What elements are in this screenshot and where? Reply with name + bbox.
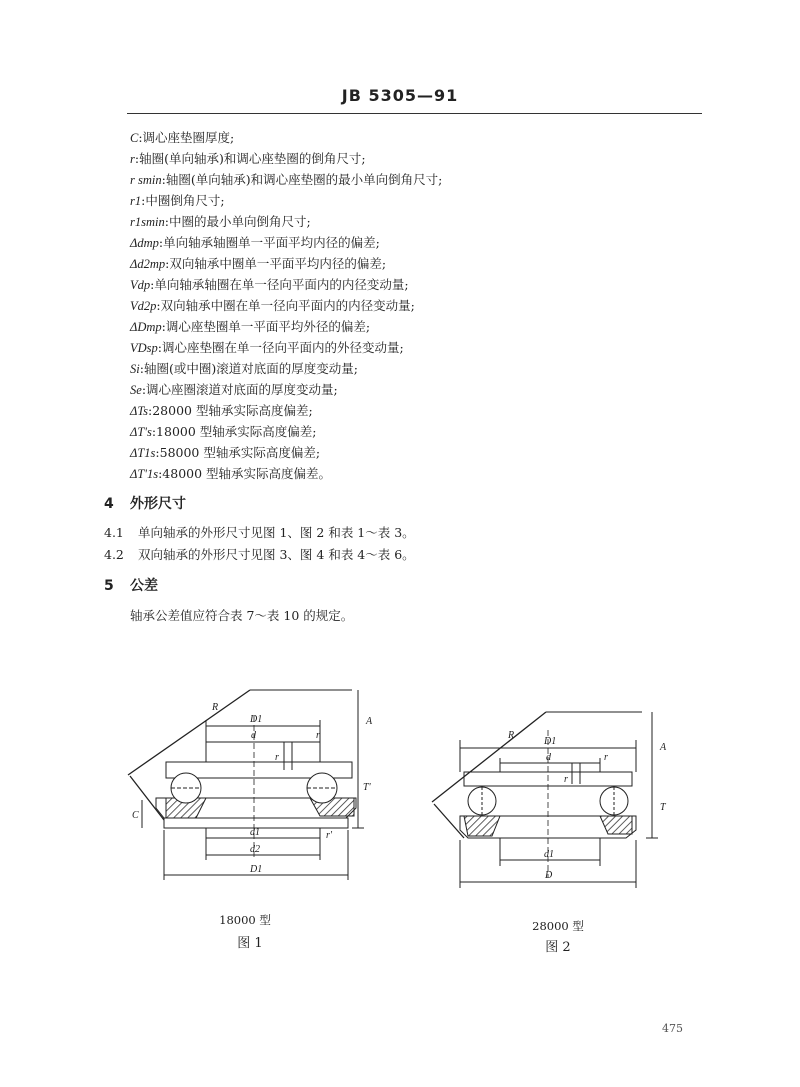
symbol-desc: :48000 型轴承实际高度偏差。 bbox=[158, 466, 332, 481]
symbol-desc: :18000 型轴承实际高度偏差; bbox=[151, 424, 317, 439]
label-d1: d1 bbox=[250, 827, 260, 838]
list-item bbox=[130, 358, 442, 379]
symbol-desc: :28000 型轴承实际高度偏差; bbox=[148, 403, 313, 418]
symbol: ΔDmp bbox=[130, 320, 162, 334]
symbol: Δdmp bbox=[130, 236, 159, 250]
symbol-desc: :双向轴承中圈在单一径向平面内的内径变动量; bbox=[156, 298, 415, 313]
paragraph-4-2 bbox=[104, 545, 415, 563]
section-number: 5 bbox=[104, 578, 114, 594]
label-D1: D1 bbox=[544, 736, 557, 747]
list-item bbox=[130, 400, 442, 421]
header-rule bbox=[127, 113, 702, 114]
section-title: 公差 bbox=[130, 578, 158, 594]
symbol-list bbox=[130, 127, 442, 484]
list-item bbox=[130, 337, 442, 358]
paragraph-4-1 bbox=[104, 523, 415, 541]
symbol-desc: :调心座垫圈厚度; bbox=[138, 130, 235, 145]
bearing-18000-svg bbox=[120, 680, 390, 900]
symbol: r smin bbox=[130, 173, 162, 187]
label-D1-bottom: D1 bbox=[250, 864, 263, 875]
section-heading-4 bbox=[104, 493, 186, 513]
symbol-desc: :中圈倒角尺寸; bbox=[141, 193, 225, 208]
symbol: Δd2mp bbox=[130, 257, 166, 271]
label-A: A bbox=[366, 716, 373, 727]
clause-text: 单向轴承的外形尺寸见图 1、图 2 和表 1～表 3。 bbox=[138, 525, 415, 540]
symbol-desc: :单向轴承轴圈在单一径向平面内的内径变动量; bbox=[150, 277, 409, 292]
list-item bbox=[130, 316, 442, 337]
list-item bbox=[130, 421, 442, 442]
label-d: d bbox=[251, 730, 256, 741]
symbol: Vd2p bbox=[130, 299, 157, 313]
list-item bbox=[130, 463, 442, 484]
list-item bbox=[130, 211, 442, 232]
label-r1: r bbox=[564, 774, 568, 785]
clause-text: 双向轴承的外形尺寸见图 3、图 4 和表 4～表 6。 bbox=[138, 547, 415, 562]
symbol: Si bbox=[130, 362, 140, 376]
label-r: r bbox=[604, 752, 608, 763]
section-title: 外形尺寸 bbox=[130, 496, 186, 512]
bearing-28000-svg bbox=[420, 700, 680, 900]
symbol: ΔTs bbox=[130, 404, 149, 418]
list-item bbox=[130, 295, 442, 316]
symbol: r1 bbox=[130, 194, 142, 208]
symbol: Vdp bbox=[130, 278, 151, 292]
figure-2-labels bbox=[507, 730, 667, 881]
figure-1-type: 18000 型 bbox=[219, 913, 271, 927]
figure-1-drawing bbox=[120, 680, 390, 900]
label-T: T bbox=[660, 802, 666, 813]
list-item bbox=[130, 442, 442, 463]
paragraph-5 bbox=[130, 606, 353, 624]
section-number: 4 bbox=[104, 496, 114, 512]
list-item bbox=[130, 253, 442, 274]
symbol-desc: :轴圈(单向轴承)和调心座垫圈的最小单向倒角尺寸; bbox=[161, 172, 443, 187]
label-d: d bbox=[546, 752, 551, 763]
symbol: VDsp bbox=[130, 341, 158, 355]
label-r-prime: r' bbox=[326, 830, 333, 841]
figure-2-drawing bbox=[420, 700, 680, 900]
clause-number: 4.1 bbox=[104, 525, 124, 540]
label-r1: r bbox=[275, 752, 279, 763]
symbol: C bbox=[130, 131, 139, 145]
label-A: A bbox=[660, 742, 667, 753]
clause-number: 4.2 bbox=[104, 547, 124, 562]
figure-1-caption: 图 1 bbox=[237, 936, 263, 951]
list-item bbox=[130, 274, 442, 295]
figure-2-caption: 图 2 bbox=[545, 940, 571, 955]
list-item bbox=[130, 190, 442, 211]
label-C: C bbox=[132, 810, 139, 821]
label-d1: d1 bbox=[544, 849, 554, 860]
symbol: r bbox=[130, 152, 135, 166]
list-item bbox=[130, 148, 442, 169]
symbol-desc: :调心座垫圈在单一径向平面内的外径变动量; bbox=[157, 340, 404, 355]
label-R: R bbox=[212, 702, 219, 713]
label-r: r bbox=[316, 730, 320, 741]
symbol-desc: :单向轴承轴圈单一平面平均内径的偏差; bbox=[158, 235, 380, 250]
symbol: ΔT's bbox=[130, 425, 152, 439]
figure-2-type: 28000 型 bbox=[532, 919, 584, 933]
symbol: r1smin bbox=[130, 215, 165, 229]
ball-left bbox=[468, 787, 496, 815]
page-number: 475 bbox=[662, 1022, 683, 1035]
clause-text: 轴承公差值应符合表 7～表 10 的规定。 bbox=[130, 608, 354, 623]
symbol: ΔT'1s bbox=[130, 467, 159, 481]
symbol-desc: :58000 型轴承实际高度偏差; bbox=[155, 445, 321, 460]
list-item bbox=[130, 379, 442, 400]
label-T: T' bbox=[363, 782, 371, 793]
symbol-desc: :双向轴承中圈单一平面平均内径的偏差; bbox=[165, 256, 387, 271]
label-d2: d2 bbox=[250, 844, 260, 855]
symbol-desc: :中圈的最小单向倒角尺寸; bbox=[164, 214, 311, 229]
label-R: R bbox=[508, 730, 515, 741]
list-item bbox=[130, 169, 442, 190]
section-heading-5 bbox=[104, 575, 158, 595]
symbol-desc: :调心座圈滚道对底面的厚度变动量; bbox=[141, 382, 338, 397]
symbol-desc: :轴圈(单向轴承)和调心座垫圈的倒角尺寸; bbox=[134, 151, 366, 166]
symbol-desc: :轴圈(或中圈)滚道对底面的厚度变动量; bbox=[139, 361, 358, 376]
symbol: ΔT1s bbox=[130, 446, 156, 460]
standard-number: JB 5305—91 bbox=[341, 86, 459, 105]
ball-right bbox=[600, 787, 628, 815]
label-D: D bbox=[545, 870, 553, 881]
symbol-desc: :调心座垫圈单一平面平均外径的偏差; bbox=[161, 319, 371, 334]
symbol: Se bbox=[130, 383, 142, 397]
list-item bbox=[130, 232, 442, 253]
list-item bbox=[130, 127, 442, 148]
label-D1-top: D1 bbox=[250, 714, 263, 725]
